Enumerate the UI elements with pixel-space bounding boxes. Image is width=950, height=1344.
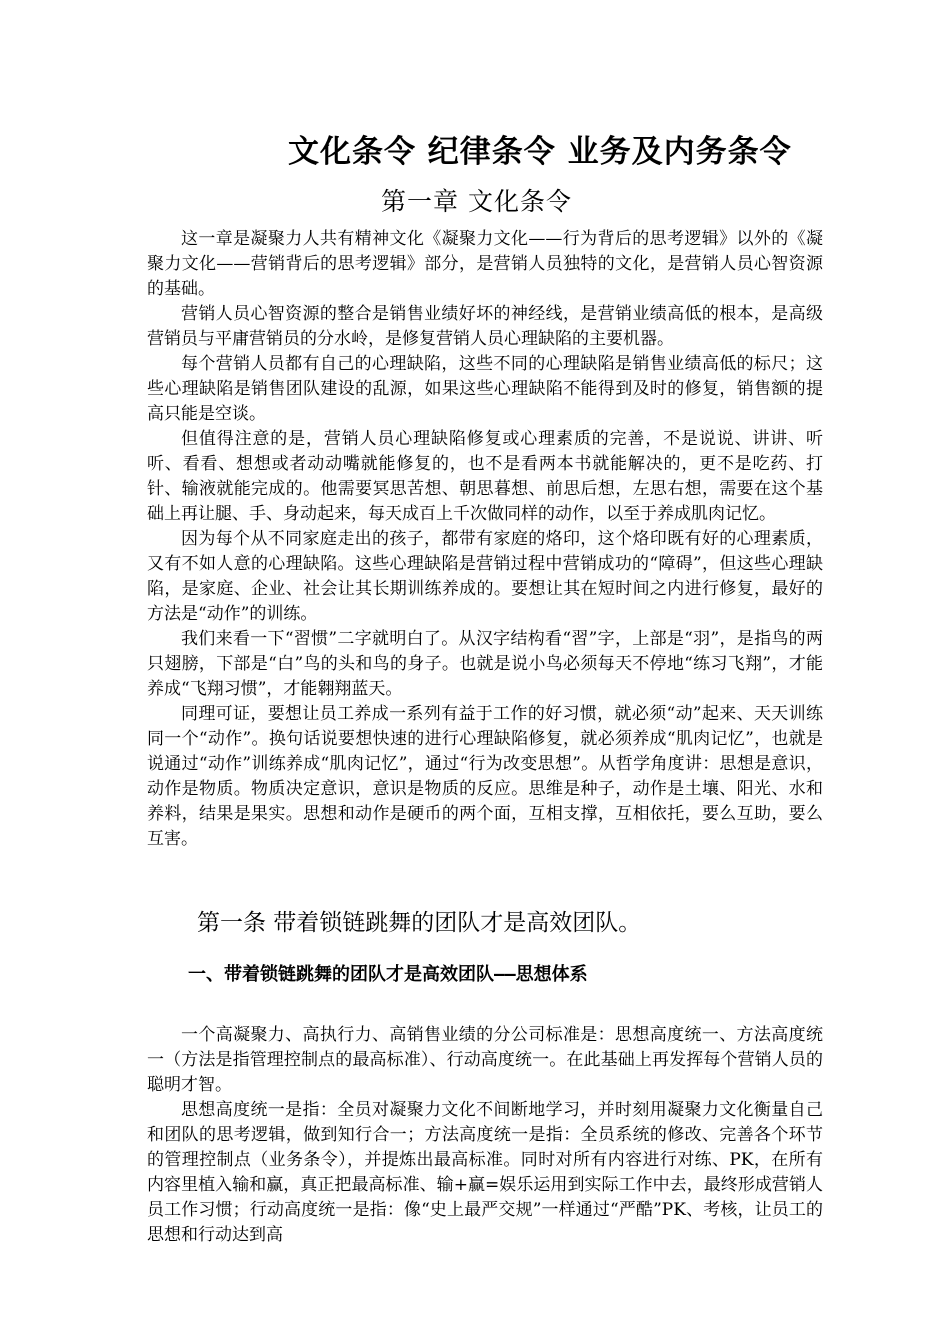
paragraph: 每个营销人员都有自己的心理缺陷，这些不同的心理缺陷是销售业绩高低的标尺；这些心理缺陷是销售团队建设的乱源，如果这些心理缺陷不能得到及时的修复，销售额的提高只能是空谈。	[147, 354, 823, 424]
paragraph: 但值得注意的是，营销人员心理缺陷修复或心理素质的完善，不是说说、讲讲、听听、看看、想想或者动动嘴就能修复的，也不是看两本书就能解决的，更不是吃药、打针、输液就能完成的。他需要冥思苦想、朝思暮想、前思后想，左思右想，需要在这个基础上再让腿、手、身动起来，每天成百上千次做同样的动作，以至于养成肌肉记忆。	[147, 429, 823, 524]
chapter-intro	[147, 227, 823, 852]
paragraph: 一个高凝聚力、高执行力、高销售业绩的分公司标准是：思想高度统一、方法高度统一（方法是指管理控制点的最高标准）、行动高度统一。在此基础上再发挥每个营销人员的聪明才智。	[147, 1025, 823, 1095]
document-title: 文化条令 纪律条令 业务及内务条令	[288, 134, 792, 170]
chapter-title: 第一章 文化条令	[381, 187, 572, 216]
section-body	[147, 1023, 823, 1248]
paragraph: 思想高度统一是指：全员对凝聚力文化不间断地学习，并时刻用凝聚力文化衡量自己和团队的思考逻辑，做到知行合一；方法高度统一是指：全员系统的修改、完善各个环节的管理控制点（业务条令），并提炼出最高标准。同时对所有内容进行对练、PK，在所有内容里植入输和赢，真正把最高标准、输+赢=娱乐运用到实际工作中去，最终形成营销人员工作习惯；行动高度统一是指：像“史上最严交规”一样通过“严酷”PK、考核，让员工的思想和行动达到高	[147, 1100, 823, 1245]
article-title: 第一条 带着锁链跳舞的团队才是高效团队。	[197, 910, 642, 936]
paragraph: 营销人员心智资源的整合是销售业绩好坏的神经线，是营销业绩高低的根本，是高级营销员与平庸营销员的分水岭，是修复营销人员心理缺陷的主要机器。	[147, 304, 823, 349]
section-title: 一、带着锁链跳舞的团队才是高效团队——思想体系	[188, 964, 588, 985]
paragraph: 因为每个从不同家庭走出的孩子，都带有家庭的烙印，这个烙印既有好的心理素质，又有不如人意的心理缺陷。这些心理缺陷是营销过程中营销成功的“障碍”，但这些心理缺陷，是家庭、企业、社会让其长期训练养成的。要想让其在短时间之内进行修复，最好的方法是“动作”的训练。	[147, 529, 823, 624]
paragraph: 我们来看一下“習惯”二字就明白了。从汉字结构看“習”字，上部是“羽”，是指鸟的两只翅膀，下部是“白”鸟的头和鸟的身子。也就是说小鸟必须每天不停地“练习飞翔”，才能养成“飞翔习惯”，才能翱翔蓝天。	[147, 629, 823, 699]
paragraph: 这一章是凝聚力人共有精神文化《凝聚力文化——行为背后的思考逻辑》以外的《凝聚力文化——营销背后的思考逻辑》部分，是营销人员独特的文化，是营销人员心智资源的基础。	[147, 229, 823, 299]
paragraph: 同理可证，要想让员工养成一系列有益于工作的好习惯，就必须“动”起来、天天训练同一个“动作”。换句话说要想快速的进行心理缺陷修复，就必须养成“肌肉记忆”，也就是说通过“动作”训练养成“肌肉记忆”，通过“行为改变思想”。从哲学角度讲：思想是意识，动作是物质。物质决定意识，意识是物质的反应。思维是种子，动作是土壤、阳光、水和养料，结果是果实。思想和动作是硬币的两个面，互相支撑，互相依托，要么互助，要么互害。	[147, 704, 823, 849]
